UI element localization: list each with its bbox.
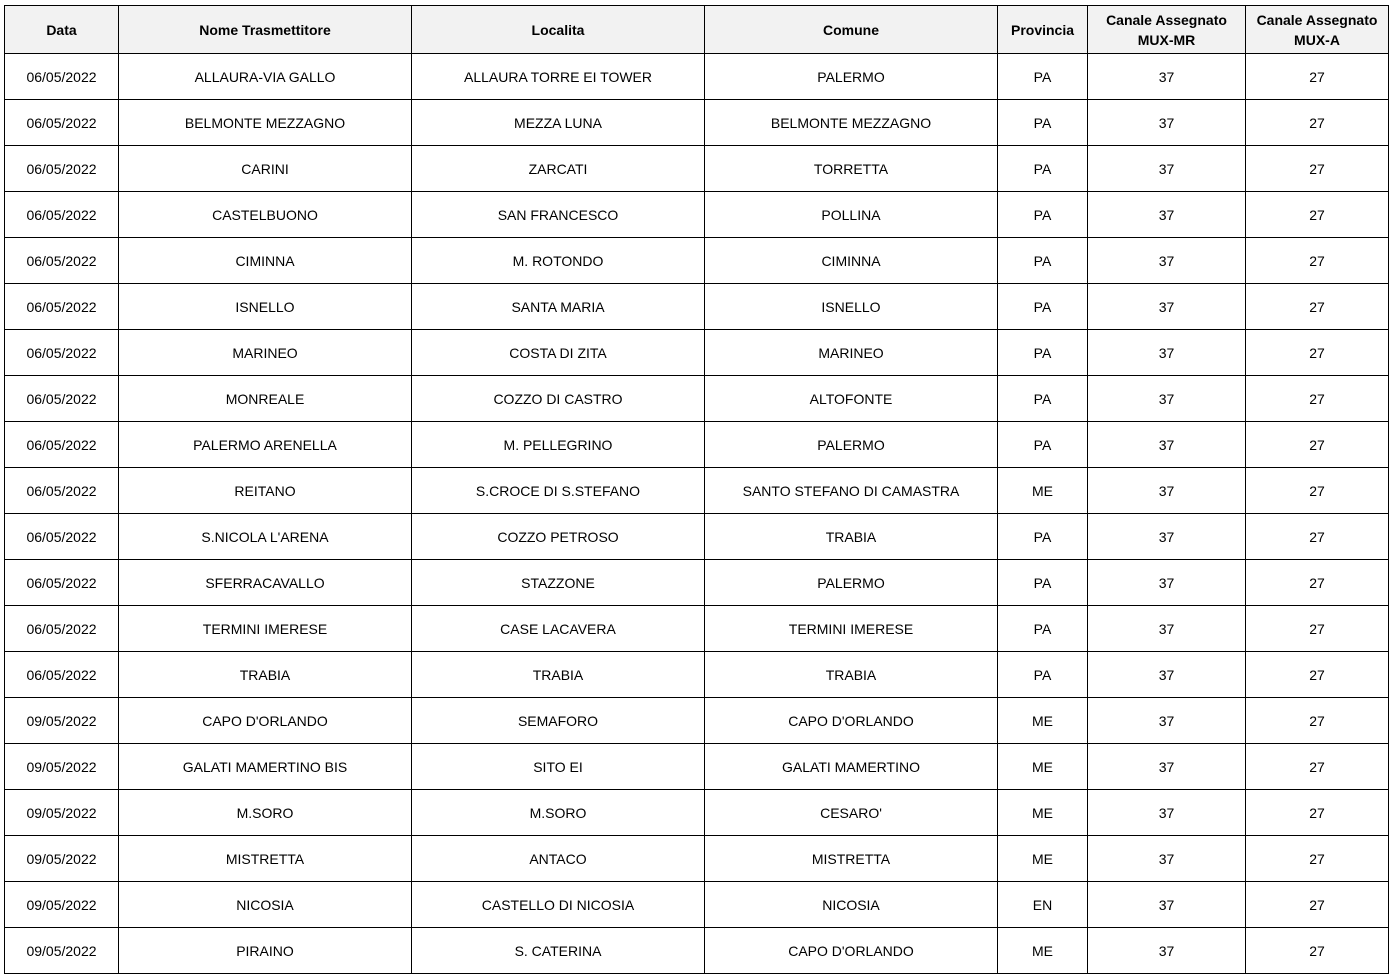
cell-provincia: ME — [998, 468, 1088, 514]
header-provincia: Provincia — [998, 6, 1088, 54]
cell-nome-trasmettitore: CAPO D'ORLANDO — [119, 698, 412, 744]
cell-canale-mux-mr: 37 — [1088, 790, 1246, 836]
cell-nome-trasmettitore: MARINEO — [119, 330, 412, 376]
cell-canale-mux-mr: 37 — [1088, 836, 1246, 882]
cell-canale-mux-a: 27 — [1246, 284, 1389, 330]
cell-provincia: ME — [998, 836, 1088, 882]
cell-canale-mux-mr: 37 — [1088, 514, 1246, 560]
cell-canale-mux-a: 27 — [1246, 330, 1389, 376]
cell-nome-trasmettitore: TRABIA — [119, 652, 412, 698]
header-canale-mux-a-line1: Canale Assegnato — [1256, 11, 1378, 28]
cell-comune: TRABIA — [705, 514, 998, 560]
cell-comune: CAPO D'ORLANDO — [705, 928, 998, 974]
cell-data: 06/05/2022 — [5, 238, 119, 284]
cell-localita: STAZZONE — [412, 560, 705, 606]
cell-nome-trasmettitore: MISTRETTA — [119, 836, 412, 882]
header-canale-mux-mr — [1088, 6, 1246, 54]
cell-nome-trasmettitore: M.SORO — [119, 790, 412, 836]
cell-provincia: ME — [998, 744, 1088, 790]
cell-data: 06/05/2022 — [5, 146, 119, 192]
table-row — [5, 376, 1389, 422]
cell-localita: COZZO PETROSO — [412, 514, 705, 560]
cell-localita: S.CROCE DI S.STEFANO — [412, 468, 705, 514]
cell-localita: M. PELLEGRINO — [412, 422, 705, 468]
table-row — [5, 606, 1389, 652]
cell-canale-mux-a: 27 — [1246, 376, 1389, 422]
cell-nome-trasmettitore: CIMINNA — [119, 238, 412, 284]
cell-canale-mux-mr: 37 — [1088, 192, 1246, 238]
cell-comune: MISTRETTA — [705, 836, 998, 882]
table-row — [5, 146, 1389, 192]
cell-data: 06/05/2022 — [5, 284, 119, 330]
cell-canale-mux-mr: 37 — [1088, 330, 1246, 376]
cell-data: 09/05/2022 — [5, 744, 119, 790]
cell-comune: CIMINNA — [705, 238, 998, 284]
cell-canale-mux-a: 27 — [1246, 560, 1389, 606]
cell-localita: CASE LACAVERA — [412, 606, 705, 652]
cell-localita: M. ROTONDO — [412, 238, 705, 284]
cell-comune: ISNELLO — [705, 284, 998, 330]
cell-nome-trasmettitore: PALERMO ARENELLA — [119, 422, 412, 468]
cell-localita: ANTACO — [412, 836, 705, 882]
cell-canale-mux-mr: 37 — [1088, 560, 1246, 606]
cell-provincia: PA — [998, 376, 1088, 422]
cell-data: 06/05/2022 — [5, 54, 119, 100]
cell-data: 06/05/2022 — [5, 606, 119, 652]
cell-comune: SANTO STEFANO DI CAMASTRA — [705, 468, 998, 514]
table-row — [5, 330, 1389, 376]
cell-canale-mux-a: 27 — [1246, 652, 1389, 698]
table-row — [5, 928, 1389, 974]
cell-provincia: PA — [998, 422, 1088, 468]
cell-canale-mux-mr: 37 — [1088, 652, 1246, 698]
cell-nome-trasmettitore: REITANO — [119, 468, 412, 514]
cell-localita: COZZO DI CASTRO — [412, 376, 705, 422]
cell-localita: SITO EI — [412, 744, 705, 790]
cell-provincia: PA — [998, 330, 1088, 376]
cell-canale-mux-a: 27 — [1246, 100, 1389, 146]
cell-localita: COSTA DI ZITA — [412, 330, 705, 376]
cell-localita: ALLAURA TORRE EI TOWER — [412, 54, 705, 100]
cell-localita: MEZZA LUNA — [412, 100, 705, 146]
cell-comune: ALTOFONTE — [705, 376, 998, 422]
cell-provincia: ME — [998, 790, 1088, 836]
cell-data: 06/05/2022 — [5, 330, 119, 376]
cell-localita: SEMAFORO — [412, 698, 705, 744]
cell-nome-trasmettitore: NICOSIA — [119, 882, 412, 928]
cell-canale-mux-mr: 37 — [1088, 146, 1246, 192]
cell-provincia: PA — [998, 606, 1088, 652]
table-header-row — [5, 6, 1389, 54]
cell-provincia: PA — [998, 100, 1088, 146]
cell-nome-trasmettitore: CARINI — [119, 146, 412, 192]
transmitter-table — [4, 5, 1389, 974]
table-row — [5, 54, 1389, 100]
cell-nome-trasmettitore: MONREALE — [119, 376, 412, 422]
cell-provincia: ME — [998, 928, 1088, 974]
table-row — [5, 882, 1389, 928]
cell-canale-mux-mr: 37 — [1088, 100, 1246, 146]
cell-comune: PALERMO — [705, 560, 998, 606]
table-row — [5, 698, 1389, 744]
cell-provincia: PA — [998, 560, 1088, 606]
cell-localita: S. CATERINA — [412, 928, 705, 974]
cell-data: 09/05/2022 — [5, 698, 119, 744]
cell-canale-mux-mr: 37 — [1088, 468, 1246, 514]
header-data: Data — [5, 6, 119, 54]
cell-canale-mux-a: 27 — [1246, 238, 1389, 284]
cell-nome-trasmettitore: S.NICOLA L'ARENA — [119, 514, 412, 560]
cell-canale-mux-mr: 37 — [1088, 744, 1246, 790]
header-canale-mux-a-line2: MUX-A — [1294, 31, 1340, 48]
table-row — [5, 238, 1389, 284]
cell-localita: SANTA MARIA — [412, 284, 705, 330]
header-canale-mux-mr-line1: Canale Assegnato — [1106, 11, 1227, 28]
cell-canale-mux-mr: 37 — [1088, 928, 1246, 974]
cell-provincia: PA — [998, 54, 1088, 100]
table-row — [5, 100, 1389, 146]
header-nome-trasmettitore: Nome Trasmettitore — [119, 6, 412, 54]
cell-data: 09/05/2022 — [5, 928, 119, 974]
cell-comune: PALERMO — [705, 54, 998, 100]
cell-canale-mux-a: 27 — [1246, 790, 1389, 836]
cell-provincia: PA — [998, 192, 1088, 238]
cell-localita: ZARCATI — [412, 146, 705, 192]
cell-provincia: EN — [998, 882, 1088, 928]
cell-comune: TRABIA — [705, 652, 998, 698]
cell-data: 06/05/2022 — [5, 100, 119, 146]
cell-canale-mux-mr: 37 — [1088, 422, 1246, 468]
cell-canale-mux-a: 27 — [1246, 468, 1389, 514]
cell-provincia: PA — [998, 146, 1088, 192]
cell-canale-mux-mr: 37 — [1088, 376, 1246, 422]
cell-canale-mux-a: 27 — [1246, 192, 1389, 238]
table-row — [5, 560, 1389, 606]
cell-localita: M.SORO — [412, 790, 705, 836]
cell-localita: SAN FRANCESCO — [412, 192, 705, 238]
cell-provincia: PA — [998, 284, 1088, 330]
table-row — [5, 652, 1389, 698]
cell-data: 06/05/2022 — [5, 560, 119, 606]
cell-comune: POLLINA — [705, 192, 998, 238]
cell-comune: PALERMO — [705, 422, 998, 468]
cell-comune: TORRETTA — [705, 146, 998, 192]
cell-nome-trasmettitore: SFERRACAVALLO — [119, 560, 412, 606]
cell-provincia: PA — [998, 514, 1088, 560]
cell-canale-mux-mr: 37 — [1088, 54, 1246, 100]
cell-nome-trasmettitore: CASTELBUONO — [119, 192, 412, 238]
cell-comune: MARINEO — [705, 330, 998, 376]
cell-comune: CESARO' — [705, 790, 998, 836]
cell-comune: GALATI MAMERTINO — [705, 744, 998, 790]
table-body — [5, 54, 1389, 974]
cell-localita: CASTELLO DI NICOSIA — [412, 882, 705, 928]
cell-data: 09/05/2022 — [5, 882, 119, 928]
cell-canale-mux-a: 27 — [1246, 698, 1389, 744]
table-row — [5, 422, 1389, 468]
cell-canale-mux-a: 27 — [1246, 422, 1389, 468]
cell-canale-mux-a: 27 — [1246, 606, 1389, 652]
cell-nome-trasmettitore: BELMONTE MEZZAGNO — [119, 100, 412, 146]
table-row — [5, 284, 1389, 330]
table-row — [5, 468, 1389, 514]
cell-localita: TRABIA — [412, 652, 705, 698]
cell-data: 06/05/2022 — [5, 422, 119, 468]
cell-data: 06/05/2022 — [5, 652, 119, 698]
header-canale-mux-a — [1246, 6, 1389, 54]
cell-provincia: PA — [998, 238, 1088, 284]
cell-nome-trasmettitore: TERMINI IMERESE — [119, 606, 412, 652]
cell-canale-mux-a: 27 — [1246, 146, 1389, 192]
cell-provincia: ME — [998, 698, 1088, 744]
cell-canale-mux-mr: 37 — [1088, 698, 1246, 744]
cell-canale-mux-mr: 37 — [1088, 284, 1246, 330]
cell-nome-trasmettitore: PIRAINO — [119, 928, 412, 974]
cell-canale-mux-a: 27 — [1246, 928, 1389, 974]
cell-data: 06/05/2022 — [5, 376, 119, 422]
cell-canale-mux-a: 27 — [1246, 514, 1389, 560]
table-row — [5, 744, 1389, 790]
cell-data: 06/05/2022 — [5, 468, 119, 514]
table-row — [5, 514, 1389, 560]
cell-provincia: PA — [998, 652, 1088, 698]
cell-comune: TERMINI IMERESE — [705, 606, 998, 652]
cell-canale-mux-mr: 37 — [1088, 238, 1246, 284]
cell-nome-trasmettitore: ALLAURA-VIA GALLO — [119, 54, 412, 100]
cell-data: 09/05/2022 — [5, 836, 119, 882]
table-row — [5, 790, 1389, 836]
table-row — [5, 192, 1389, 238]
cell-nome-trasmettitore: GALATI MAMERTINO BIS — [119, 744, 412, 790]
header-localita: Localita — [412, 6, 705, 54]
cell-canale-mux-a: 27 — [1246, 744, 1389, 790]
cell-canale-mux-a: 27 — [1246, 54, 1389, 100]
cell-canale-mux-a: 27 — [1246, 882, 1389, 928]
cell-comune: NICOSIA — [705, 882, 998, 928]
header-comune: Comune — [705, 6, 998, 54]
cell-data: 06/05/2022 — [5, 192, 119, 238]
cell-canale-mux-mr: 37 — [1088, 882, 1246, 928]
table-row — [5, 836, 1389, 882]
cell-canale-mux-a: 27 — [1246, 836, 1389, 882]
cell-canale-mux-mr: 37 — [1088, 606, 1246, 652]
cell-comune: CAPO D'ORLANDO — [705, 698, 998, 744]
cell-nome-trasmettitore: ISNELLO — [119, 284, 412, 330]
cell-data: 09/05/2022 — [5, 790, 119, 836]
cell-comune: BELMONTE MEZZAGNO — [705, 100, 998, 146]
header-canale-mux-mr-line2: MUX-MR — [1137, 31, 1196, 48]
cell-data: 06/05/2022 — [5, 514, 119, 560]
